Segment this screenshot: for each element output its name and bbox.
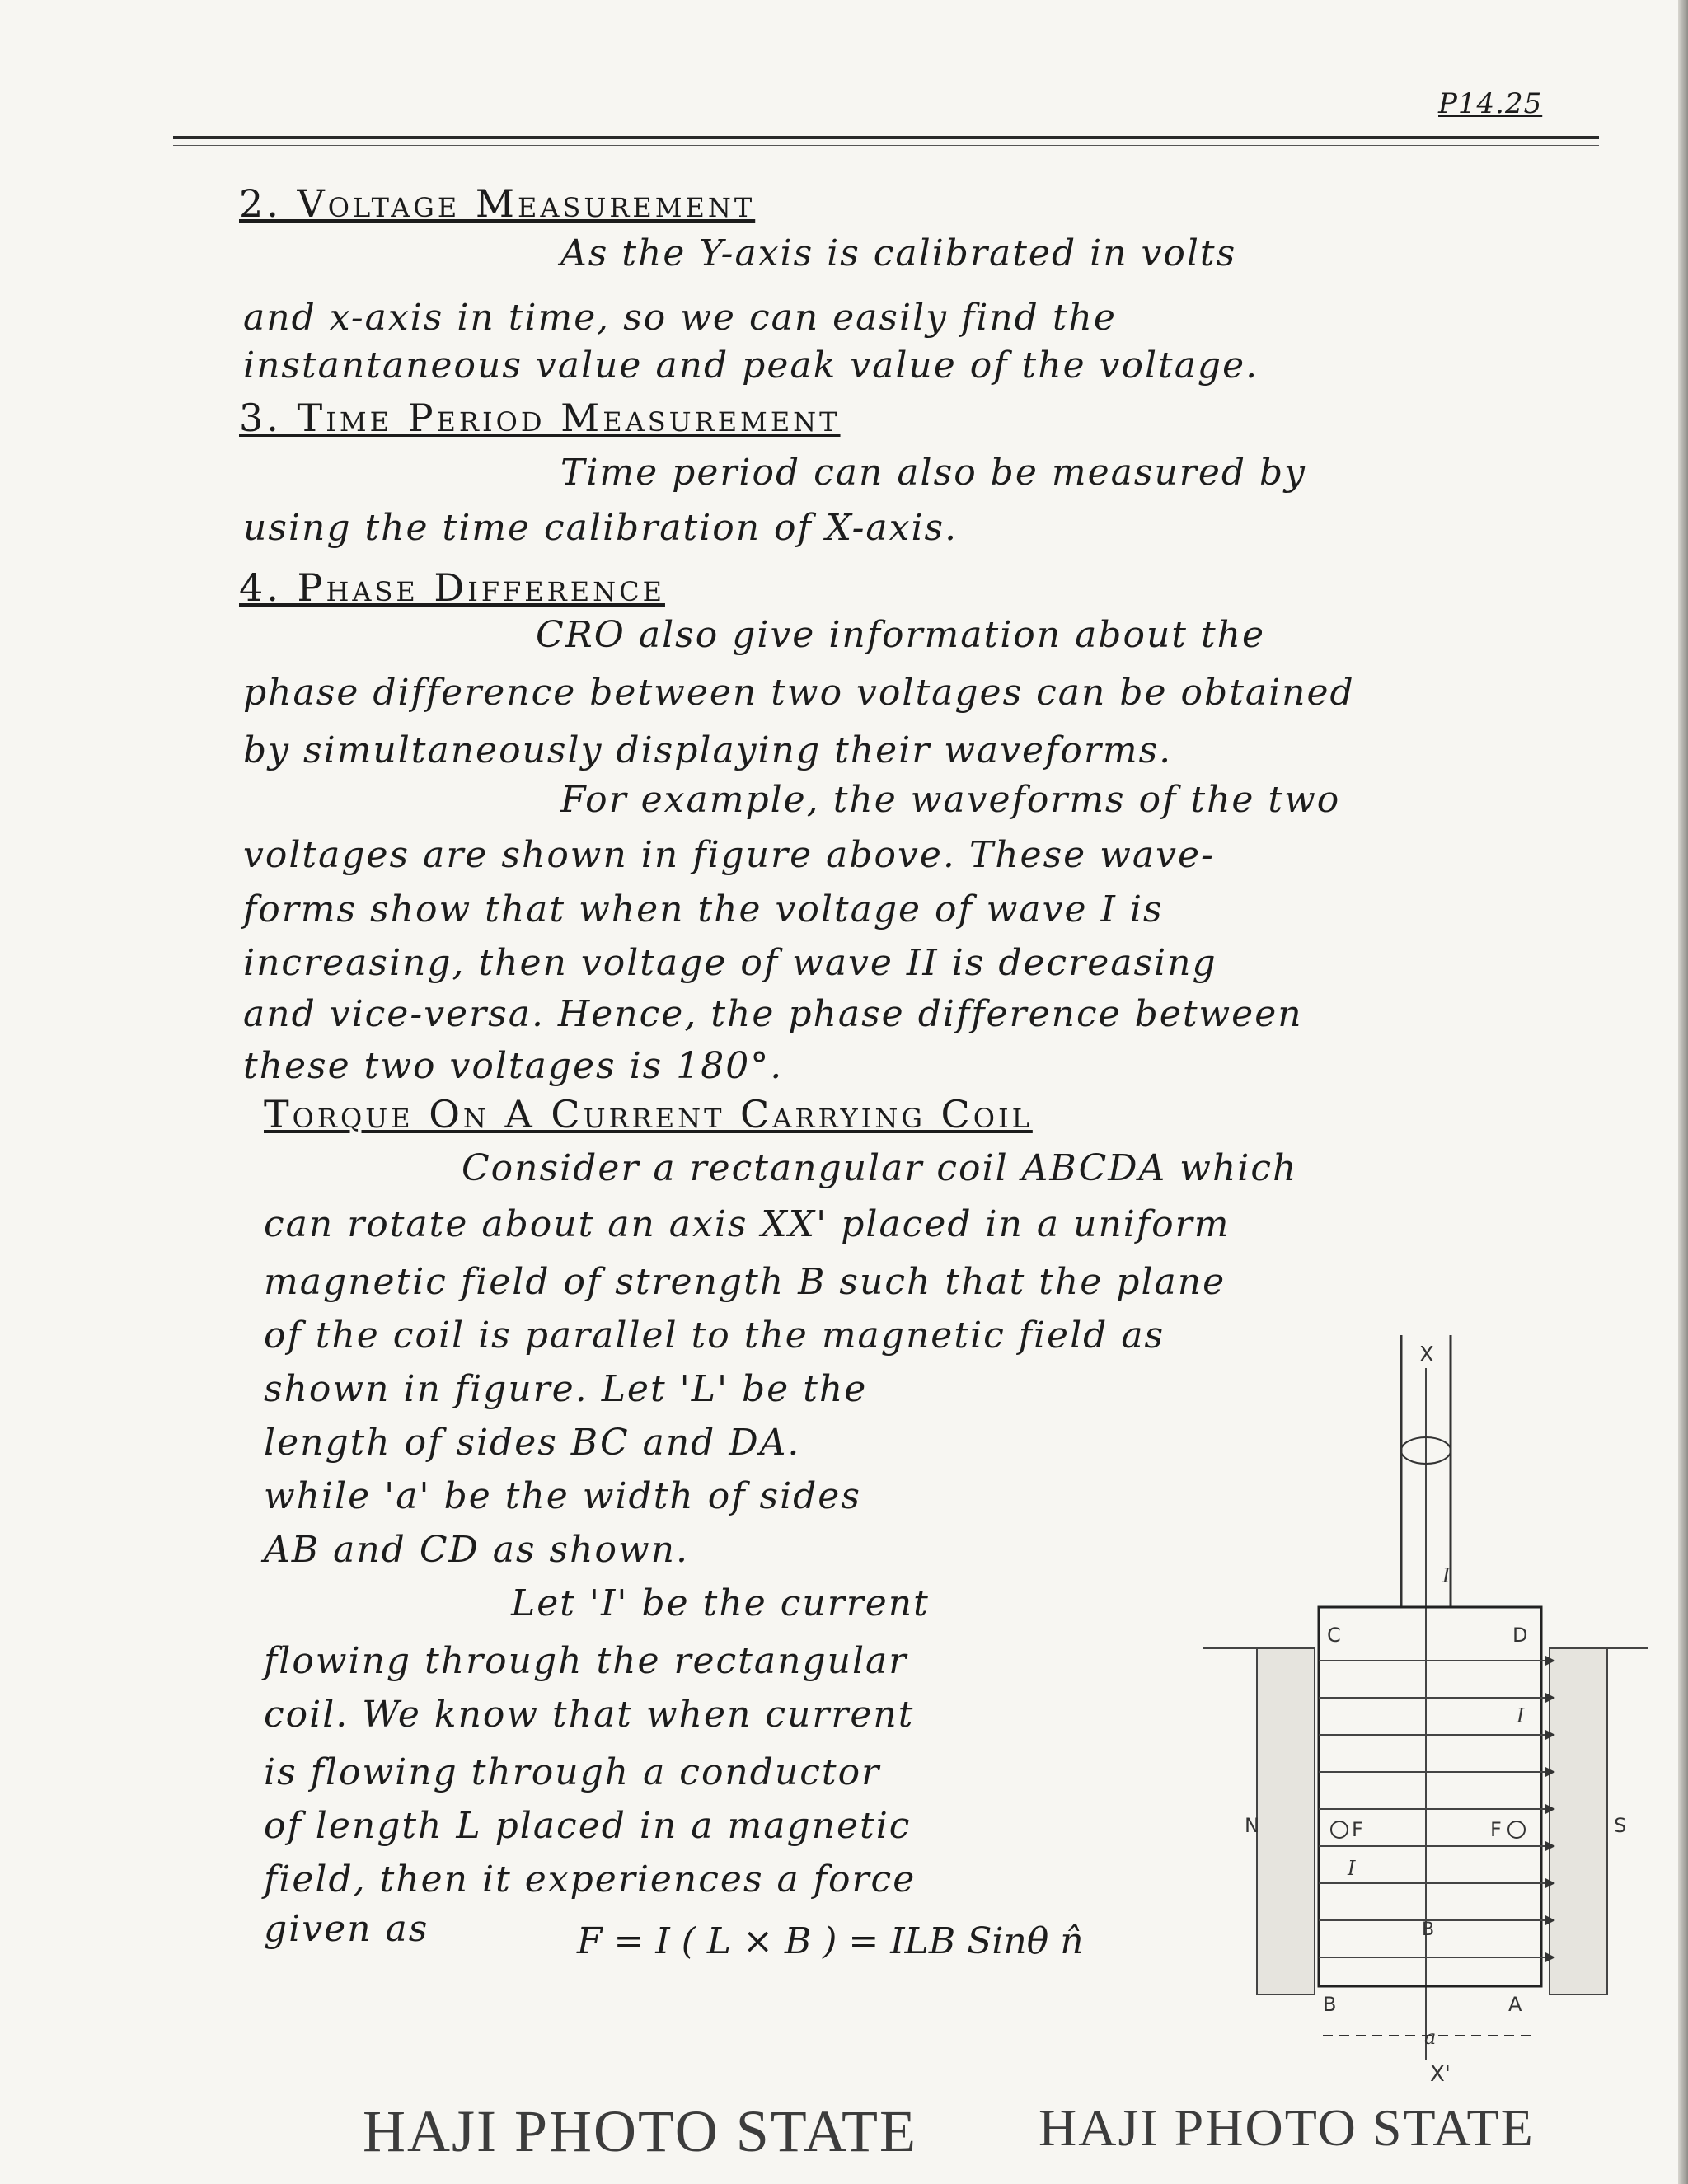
heading-phase-difference: 4. Phase Difference xyxy=(239,565,665,610)
text-line: coil. We know that when current xyxy=(264,1694,915,1736)
text-line: AB and CD as shown. xyxy=(264,1529,689,1571)
into-page-icon xyxy=(1331,1821,1348,1838)
text-line: of length L placed in a magnetic xyxy=(264,1805,912,1847)
text-line: given as xyxy=(264,1908,429,1950)
text-line: increasing, then voltage of wave II is decreasing xyxy=(243,942,1217,984)
text-line: is flowing through a conductor xyxy=(264,1751,881,1793)
text-line: field, then it experiences a force xyxy=(264,1858,917,1900)
text-line: Time period can also be measured by xyxy=(560,452,1307,494)
text-line: As the Y-axis is calibrated in volts xyxy=(560,232,1237,274)
text-line: these two voltages is 180°. xyxy=(243,1045,784,1087)
text-line: and x-axis in time, so we can easily find the xyxy=(243,297,1117,339)
footer-stamp-right: HAJI PHOTO STATE xyxy=(1039,2098,1535,2157)
label-current-left: I xyxy=(1348,1857,1356,1880)
heading-torque-on-coil: Torque On A Current Carrying Coil xyxy=(264,1092,1033,1137)
label-width-a: a xyxy=(1424,2026,1437,2049)
text-line: while 'a' be the width of sides xyxy=(264,1475,861,1517)
text-line: flowing through the rectangular xyxy=(264,1640,908,1682)
header-rule-thin xyxy=(173,145,1599,146)
label-a-corner: A xyxy=(1508,1993,1522,2016)
text-line: voltages are shown in figure above. These wave- xyxy=(243,834,1215,876)
heading-voltage-measurement: 2. Voltage Measurement xyxy=(239,181,756,226)
label-d: D xyxy=(1512,1624,1528,1647)
label-x-prime: X' xyxy=(1430,2062,1451,2087)
text-line: shown in figure. Let 'L' be the xyxy=(264,1368,868,1410)
heading-time-period-measurement: 3. Time Period Measurement xyxy=(239,396,841,440)
torque-formula: F = I ( L × B ) = ILB Sinθ n̂ xyxy=(577,1920,1084,1962)
label-x: X xyxy=(1419,1343,1434,1367)
page-number: P14.25 xyxy=(1438,87,1543,120)
text-line: forms show that when the voltage of wave I is xyxy=(243,888,1164,930)
text-line: using the time calibration of X-axis. xyxy=(243,507,959,549)
text-line: by simultaneously displaying their waveforms. xyxy=(243,729,1173,771)
footer-stamp-left: HAJI PHOTO STATE xyxy=(363,2098,917,2164)
label-n-pole: N xyxy=(1245,1814,1259,1837)
label-s-pole: S xyxy=(1614,1814,1627,1837)
magnet-pole-s xyxy=(1550,1648,1607,1994)
label-b-corner: B xyxy=(1323,1993,1337,2016)
label-b-field: B xyxy=(1422,1919,1435,1940)
text-line: CRO also give information about the xyxy=(536,614,1266,656)
label-c: C xyxy=(1327,1624,1341,1647)
text-line: length of sides BC and DA. xyxy=(264,1422,801,1464)
text-line: can rotate about an axis XX' placed in a uniform xyxy=(264,1203,1231,1245)
text-line: For example, the waveforms of the two xyxy=(560,779,1341,821)
magnet-pole-n xyxy=(1257,1648,1315,1994)
text-line: phase difference between two voltages can be obtained xyxy=(243,672,1355,714)
header-rule xyxy=(173,136,1599,139)
text-line: and vice-versa. Hence, the phase difference between xyxy=(243,993,1303,1035)
label-current-right: I xyxy=(1517,1704,1525,1727)
label-force-left: F xyxy=(1352,1818,1363,1841)
label-current-top: I xyxy=(1442,1564,1451,1587)
out-of-page-icon xyxy=(1508,1821,1525,1838)
text-line: instantaneous value and peak value of the voltage. xyxy=(243,344,1259,387)
text-line: of the coil is parallel to the magnetic field as xyxy=(264,1315,1165,1357)
scan-edge xyxy=(1678,0,1688,2184)
coil-figure xyxy=(1195,1335,1657,2093)
text-line: Let 'I' be the current xyxy=(511,1582,930,1624)
text-line: magnetic field of strength B such that the plane xyxy=(264,1261,1226,1303)
magnetic-field-lines xyxy=(1319,1661,1545,1957)
text-line: Consider a rectangular coil ABCDA which xyxy=(462,1147,1298,1189)
label-force-right: F xyxy=(1490,1818,1502,1841)
